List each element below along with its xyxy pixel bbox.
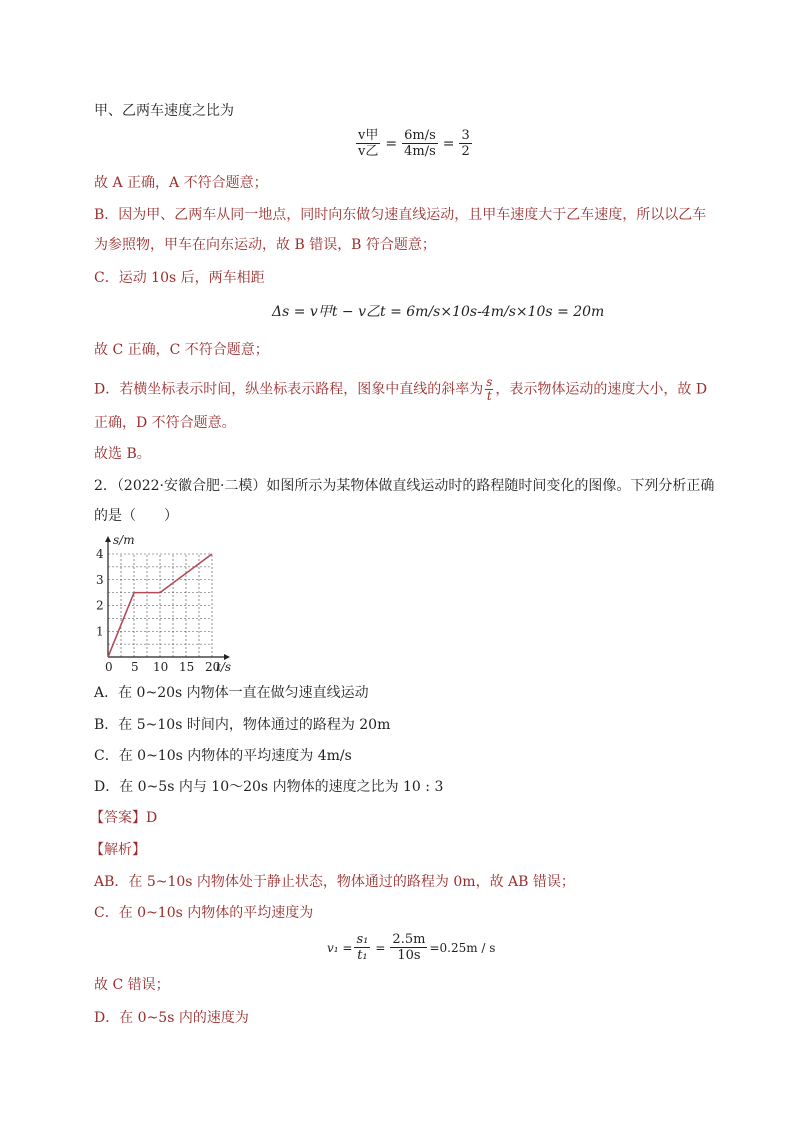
eq3-f1-num: s₁ <box>356 932 369 947</box>
question-2-line1: 2．（2022·安徽合肥·二模）如图所示为某物体做直线运动时的路程随时间变化的图像。下列分析正确 <box>94 478 715 494</box>
paragraph-d-line1 <box>94 376 707 403</box>
paragraph-d-line2: 正确，D 不符合题意。 <box>94 415 236 431</box>
y-tick-label: 3 <box>96 572 104 587</box>
x-tick-label: 10 <box>153 660 169 674</box>
analysis-c-wrong: 故 C 错误； <box>94 977 170 993</box>
option-d: D．在 0~5s 内与 10～20s 内物体的速度之比为 10 : 3 <box>94 779 444 795</box>
eq1-rhs-num: 3 <box>461 128 470 143</box>
slope-den: t <box>486 389 492 403</box>
y-tick-label: 2 <box>96 598 104 613</box>
analysis-c-intro: C．在 0~10s 内物体的平均速度为 <box>94 905 314 921</box>
analysis-label: 【解析】 <box>90 842 146 858</box>
eq1-lhs-den: v乙 <box>358 144 379 159</box>
analysis-d-intro: D．在 0~5s 内的速度为 <box>94 1010 249 1026</box>
slope-num: s <box>486 375 493 389</box>
paragraph-b-line1: B．因为甲、乙两车从同一地点，同时向东做匀速直线运动，且甲车速度大于乙车速度，所以以乙车 <box>94 207 707 223</box>
eq3-f2-den: 10s <box>397 948 421 963</box>
eq3-lhs: v₁ = <box>327 940 353 955</box>
x-tick-label: 20 <box>205 660 221 674</box>
y-axis-label: s/m <box>113 534 135 547</box>
chart-grid <box>108 554 212 657</box>
paragraph-choice-b: 故选 B。 <box>94 446 151 462</box>
x-tick-label: 5 <box>131 660 139 674</box>
equation-average-speed: v₁ = $\frac{\text{s₁}}{\text{t₁}}$ = $\frac{2.5m}{10s}$ =0.25m / s <box>327 932 496 963</box>
option-a: A．在 0~20s 内物体一直在做匀速直线运动 <box>94 685 369 701</box>
paragraph-d-text2: ，表示物体运动的速度大小，故 D <box>495 381 708 398</box>
eq3-f1-den: t₁ <box>357 948 368 963</box>
question-2-line2: 的是（ ） <box>94 508 178 524</box>
paragraph-a-correct: 故 A 正确，A 不符合题意； <box>94 175 268 191</box>
analysis-ab: AB．在 5~10s 内物体处于静止状态，物体通过的路程为 0m，故 AB 错误； <box>94 874 575 890</box>
option-b: B．在 5~10s 时间内，物体通过的路程为 20m <box>94 717 391 733</box>
option-c: C．在 0~10s 内物体的平均速度为 4m/s <box>94 748 352 764</box>
eq3-rhs: =0.25m / s <box>429 940 496 955</box>
y-tick-label: 1 <box>96 624 104 639</box>
y-axis-arrow <box>105 536 111 542</box>
y-tick-label: 4 <box>96 547 104 561</box>
st-chart <box>92 534 242 674</box>
eq3-f2-num: 2.5m <box>392 932 426 947</box>
x-tick-label: 15 <box>179 660 195 674</box>
answer-label: 【答案】D <box>90 810 158 826</box>
eq1-lhs-num: v甲 <box>358 128 379 143</box>
paragraph-b-line2: 为参照物，甲车在向东运动，故 B 错误，B 符合题意； <box>94 237 436 253</box>
eq1-rhs-den: 2 <box>461 144 470 159</box>
x-axis-label: t/s <box>216 660 232 674</box>
eq1-mid-num: 6m/s <box>404 128 436 143</box>
paragraph-d-text1: D．若横坐标表示时间，纵坐标表示路程，图象中直线的斜率为 <box>94 381 484 398</box>
paragraph-c-correct: 故 C 正确，C 不符合题意； <box>94 342 269 358</box>
paragraph-c-intro: C．运动 10s 后，两车相距 <box>94 270 265 286</box>
slope-fraction <box>485 376 493 403</box>
equation-distance: Δs = v甲t − v乙t = 6m/s×10s-4m/s×10s = 20m <box>272 304 605 320</box>
paragraph-speed-ratio: 甲、乙两车速度之比为 <box>94 103 234 119</box>
eq1-mid-den: 4m/s <box>404 144 436 159</box>
x-tick-label: 0 <box>105 660 113 674</box>
equation-speed-ratio: $\frac{\text{v甲}}{\text{v乙}}$ = $\frac{6m/s}{4m/s}$ = $\frac{3}{2}$ <box>358 128 470 159</box>
